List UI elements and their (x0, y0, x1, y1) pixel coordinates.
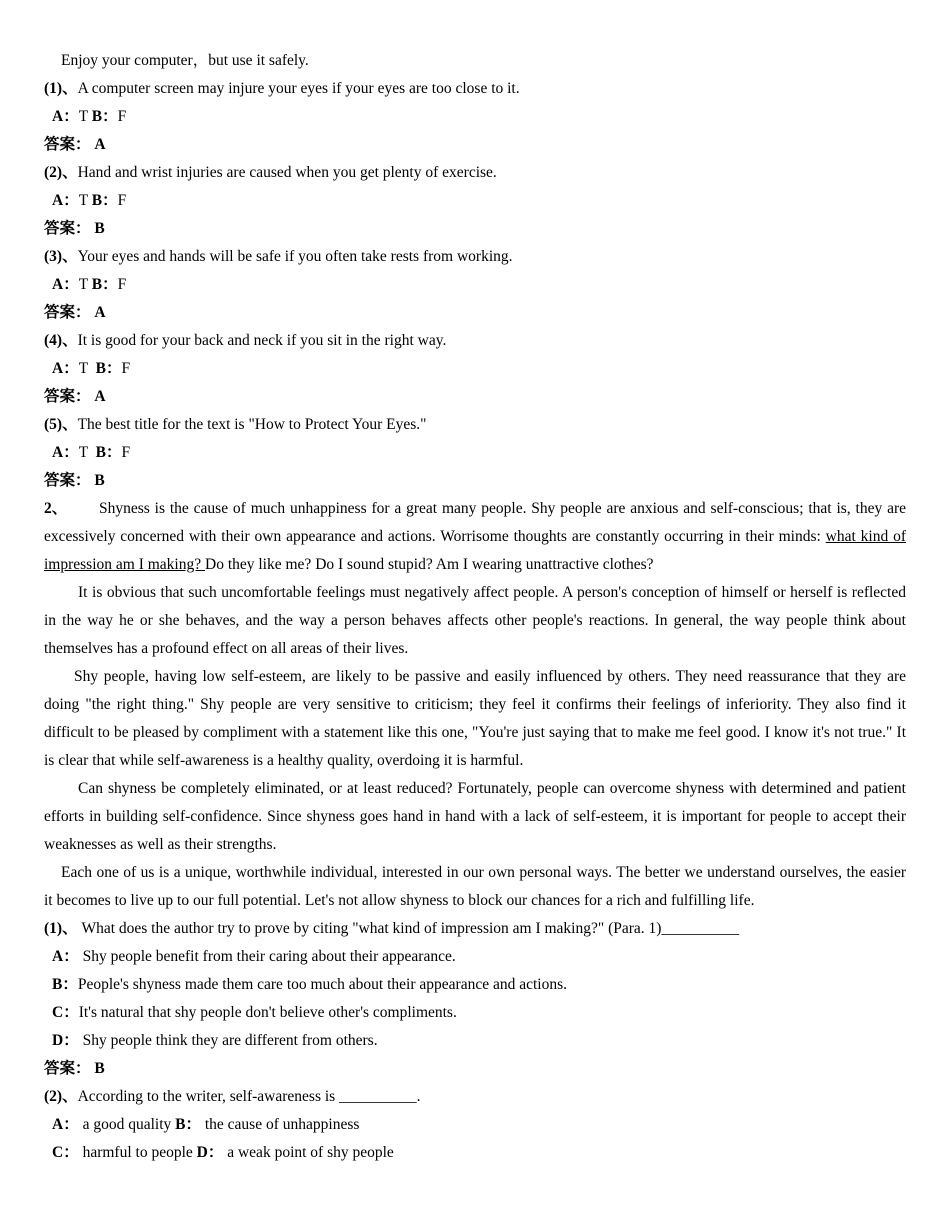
passage-paragraph-5: Each one of us is a unique, worthwhile individual, interested in our own personal ways. The better we understand ourselves, the easier it becomes to live up to our full potential. Let's not allow shyness to block our chances for a rich and fulfilling life. (44, 864, 906, 909)
question-text: According to the writer, self-awareness is __________. (77, 1088, 421, 1105)
question-3 (44, 243, 906, 327)
option-c: harmful to people (82, 1144, 197, 1161)
option-d: a weak point of shy people (227, 1144, 394, 1161)
question-4 (44, 327, 906, 411)
option-a: Shy people benefit from their caring about their appearance. (82, 948, 456, 965)
option-b: the cause of unhappiness (204, 1116, 360, 1133)
options-row: A：T B：F (52, 276, 127, 293)
question-1 (44, 75, 906, 159)
question-number: (5)、 (44, 416, 78, 433)
option-a: T (78, 360, 96, 377)
question-number: (2)、 (44, 1088, 78, 1105)
option-c-row: C：It's natural that shy people don't believe other's compliments. (52, 1004, 457, 1021)
passage-2-question-2 (44, 1083, 906, 1167)
passage-2 (44, 495, 906, 915)
option-b: F (117, 192, 127, 209)
option-a: T (78, 108, 92, 125)
passage-paragraph-3: Shy people, having low self-esteem, are likely to be passive and easily influenced by others. They need reassurance that they are doing "the right thing." Shy people are very sensitive to criticism; they feel it confirms their feelings of inferiority. They also find it difficult to be pleased by compliment with a statement like this one, "You're just saying that to make me feel good. I know it's not true." It is clear that while self-awareness is a healthy quality, overdoing it is harmful. (44, 668, 906, 769)
option-d: Shy people think they are different from others. (82, 1032, 378, 1049)
question-text: Your eyes and hands will be safe if you often take rests from working. (77, 248, 513, 265)
option-a: T (78, 192, 92, 209)
passage-paragraph-1: 2、 Shyness is the cause of much unhappiness for a great many people. Shy people are anxious and self-conscious; that is, they are excessively concerned with their own appearance and actions. Worrisome thoughts are constantly occurring in their minds: what kind of impression am I making? Do they like me? Do I sound stupid? Am I wearing unattractive clothes? (44, 495, 906, 579)
question-text: A computer screen may injure your eyes if your eyes are too close to it. (77, 80, 520, 97)
question-number: (1)、 (44, 920, 78, 937)
option-d-row: D： Shy people think they are different from others. (52, 1032, 378, 1049)
option-a: T (78, 276, 92, 293)
passage-2-question-1 (44, 915, 906, 1083)
options-row-cd: C： harmful to people D： a weak point of shy people (52, 1144, 394, 1161)
answer-line: 答案： A (44, 136, 106, 153)
question-text: Hand and wrist injuries are caused when you get plenty of exercise. (77, 164, 497, 181)
option-a: T (78, 444, 96, 461)
passage-paragraph-4: Can shyness be completely eliminated, or at least reduced? Fortunately, people can overcome shyness with determined and patient efforts in building self-confidence. Since shyness goes hand in hand with a lack of self-esteem, it is important for people to accept their weaknesses as well as their strengths. (44, 780, 906, 853)
option-b: F (121, 360, 131, 377)
option-b: F (117, 108, 127, 125)
options-row-ab: A： a good quality B： the cause of unhappiness (52, 1116, 360, 1133)
option-c: It's natural that shy people don't believe other's compliments. (78, 1004, 457, 1021)
passage-paragraph-2: It is obvious that such uncomfortable feelings must negatively affect people. A person's conception of himself or herself is reflected in the way he or she behaves, and the way a person behaves affects other people's reactions. In general, the way people think about themselves has a profound effect on all areas of their lives. (44, 584, 906, 657)
question-5 (44, 411, 906, 495)
intro-line: Enjoy your computer，but use it safely. (61, 52, 309, 69)
option-b: F (117, 276, 127, 293)
answer-value: A (94, 136, 106, 153)
option-a: a good quality (82, 1116, 176, 1133)
question-2 (44, 159, 906, 243)
answer-value: A (94, 304, 106, 321)
question-number: (4)、 (44, 332, 78, 349)
question-number: (2)、 (44, 164, 78, 181)
answer-value: B (94, 220, 105, 237)
option-b-row: B：People's shyness made them care too much about their appearance and actions. (52, 976, 567, 993)
options-row: A：T B：F (52, 360, 131, 377)
passage-number: 2、 (44, 500, 68, 517)
answer-line: 答案： B (44, 220, 105, 237)
options-row: A：T B：F (52, 192, 127, 209)
answer-line: 答案： A (44, 304, 106, 321)
answer-line: 答案： B (44, 472, 105, 489)
answer-line: 答案： B (44, 1060, 105, 1077)
question-text: It is good for your back and neck if you sit in the right way. (77, 332, 447, 349)
option-b: People's shyness made them care too much about their appearance and actions. (77, 976, 567, 993)
option-b: F (121, 444, 131, 461)
answer-line: 答案： A (44, 388, 106, 405)
answer-value: B (94, 472, 105, 489)
options-row: A：T B：F (52, 108, 127, 125)
answer-value: A (94, 388, 106, 405)
underlined-phrase: what kind of impression am I making? (44, 528, 906, 573)
question-text: What does the author try to prove by citing "what kind of impression am I making?" (Para. 1)__________ (77, 920, 739, 937)
question-text: The best title for the text is "How to Protect Your Eyes." (77, 416, 427, 433)
question-number: (3)、 (44, 248, 78, 265)
options-row: A：T B：F (52, 444, 131, 461)
option-a-row: A： Shy people benefit from their caring about their appearance. (52, 948, 456, 965)
question-number: (1)、 (44, 80, 78, 97)
answer-value: B (94, 1060, 105, 1077)
document-page (44, 47, 906, 1167)
